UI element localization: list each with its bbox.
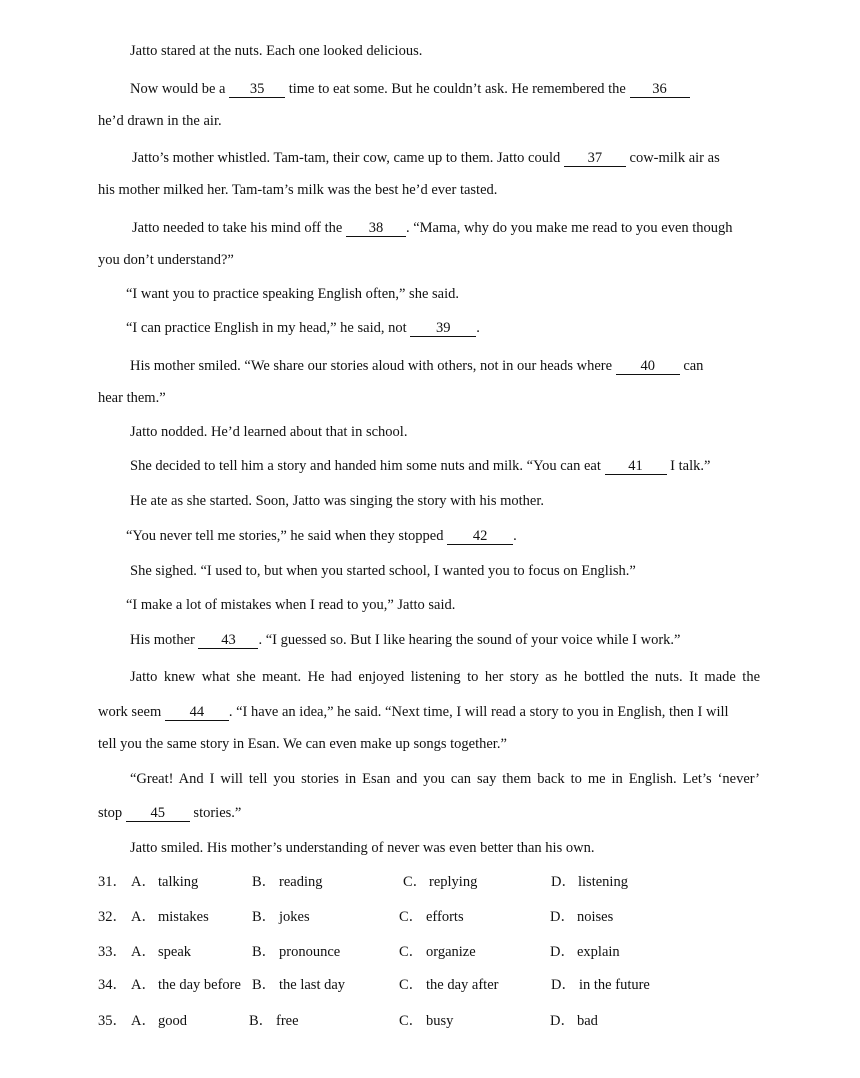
option-b-letter: B． [249, 1013, 274, 1029]
blank-39: 39 [410, 320, 476, 337]
option-c: efforts [426, 909, 464, 925]
option-a: the day before [158, 977, 241, 993]
question-number: 33． [98, 944, 127, 960]
option-a-letter: A． [131, 874, 156, 890]
option-c-letter: C． [399, 909, 424, 925]
blank-35: 35 [229, 81, 285, 98]
option-c-letter: C． [403, 874, 428, 890]
option-d-letter: D． [551, 874, 576, 890]
option-a: speak [158, 944, 192, 960]
question-number: 34． [98, 977, 127, 993]
blank-37: 37 [564, 150, 626, 167]
question-number: 31． [98, 874, 127, 890]
paragraph: “I want you to practice speaking English often,” she said. [126, 286, 459, 302]
paragraph: His mother 43 . “I guessed so. But I like hearing the sound of your voice while I work.” [130, 632, 681, 648]
paragraph: Jatto knew what she meant. He had enjoyed listening to her story as he bottled the nuts. It made the [130, 669, 760, 685]
option-b-letter: B． [252, 977, 277, 993]
option-b-letter: B． [252, 874, 277, 890]
question-number: 32． [98, 909, 127, 925]
option-d: bad [577, 1013, 598, 1029]
option-b: pronounce [279, 944, 341, 960]
option-a-letter: A． [131, 909, 156, 925]
option-d: explain [577, 944, 620, 960]
paragraph: He ate as she started. Soon, Jatto was singing the story with his mother. [130, 493, 545, 509]
paragraph-continuation: he’d drawn in the air. [98, 113, 222, 129]
paragraph: She decided to tell him a story and handed him some nuts and milk. “You can eat 41 I talk.” [130, 458, 711, 474]
paragraph: Now would be a 35 time to eat some. But he couldn’t ask. He remembered the 36 [130, 79, 760, 99]
option-c-letter: C． [399, 977, 424, 993]
option-b-letter: B． [252, 909, 277, 925]
blank-43: 43 [198, 632, 258, 649]
paragraph: She sighed. “I used to, but when you started school, I wanted you to focus on English.” [130, 563, 636, 579]
option-c-letter: C． [399, 1013, 424, 1029]
paragraph-continuation: hear them.” [98, 390, 166, 406]
option-b: reading [279, 874, 323, 890]
blank-44: 44 [165, 704, 229, 721]
paragraph-continuation: work seem 44 . “I have an idea,” he said. “Next time, I will read a story to you in English, then I will [98, 704, 729, 720]
option-d-letter: D． [550, 909, 575, 925]
paragraph: Jatto smiled. His mother’s understanding of never was even better than his own. [130, 840, 595, 856]
option-c-letter: C． [399, 944, 424, 960]
paragraph-continuation: his mother milked her. Tam-tam’s milk was the best he’d ever tasted. [98, 182, 498, 198]
paragraph-continuation: tell you the same story in Esan. We can even make up songs together.” [98, 736, 507, 752]
paragraph: “I can practice English in my head,” he said, not 39 . [126, 320, 480, 336]
option-c: organize [426, 944, 476, 960]
option-d: in the future [579, 977, 650, 993]
option-b-letter: B． [252, 944, 277, 960]
option-b: free [276, 1013, 299, 1029]
paragraph: Jatto stared at the nuts. Each one looked delicious. [130, 43, 423, 59]
paragraph-continuation: stop 45 stories.” [98, 805, 242, 821]
option-d-letter: D． [550, 944, 575, 960]
option-a-letter: A． [131, 944, 156, 960]
paragraph: His mother smiled. “We share our stories aloud with others, not in our heads where 40 can [130, 358, 704, 374]
blank-38: 38 [346, 220, 406, 237]
question-number: 35． [98, 1013, 127, 1029]
option-a: mistakes [158, 909, 209, 925]
paragraph: “I make a lot of mistakes when I read to you,” Jatto said. [126, 597, 456, 613]
option-b: the last day [279, 977, 346, 993]
option-d-letter: D． [551, 977, 576, 993]
paragraph: Jatto’s mother whistled. Tam-tam, their cow, came up to them. Jatto could 37 cow-milk air as [132, 150, 720, 166]
option-d: noises [577, 909, 614, 925]
option-c: replying [429, 874, 478, 890]
blank-36: 36 [630, 81, 690, 98]
option-b: jokes [279, 909, 310, 925]
paragraph: “Great! And I will tell you stories in Esan and you can say them back to me in English. Let’s ‘never’ [130, 771, 760, 787]
option-d: listening [578, 874, 628, 890]
paragraph-continuation: you don’t understand?” [98, 252, 234, 268]
paragraph: Jatto nodded. He’d learned about that in school. [130, 424, 408, 440]
option-d-letter: D． [550, 1013, 575, 1029]
blank-41: 41 [605, 458, 667, 475]
option-a: talking [158, 874, 199, 890]
paragraph: Jatto needed to take his mind off the 38 . “Mama, why do you make me read to you even though [132, 220, 733, 236]
option-a: good [158, 1013, 187, 1029]
option-c: busy [426, 1013, 454, 1029]
option-a-letter: A． [131, 1013, 156, 1029]
blank-42: 42 [447, 528, 513, 545]
option-a-letter: A． [131, 977, 156, 993]
blank-40: 40 [616, 358, 680, 375]
blank-45: 45 [126, 805, 190, 822]
paragraph: “You never tell me stories,” he said when they stopped 42 . [126, 528, 517, 544]
option-c: the day after [426, 977, 499, 993]
